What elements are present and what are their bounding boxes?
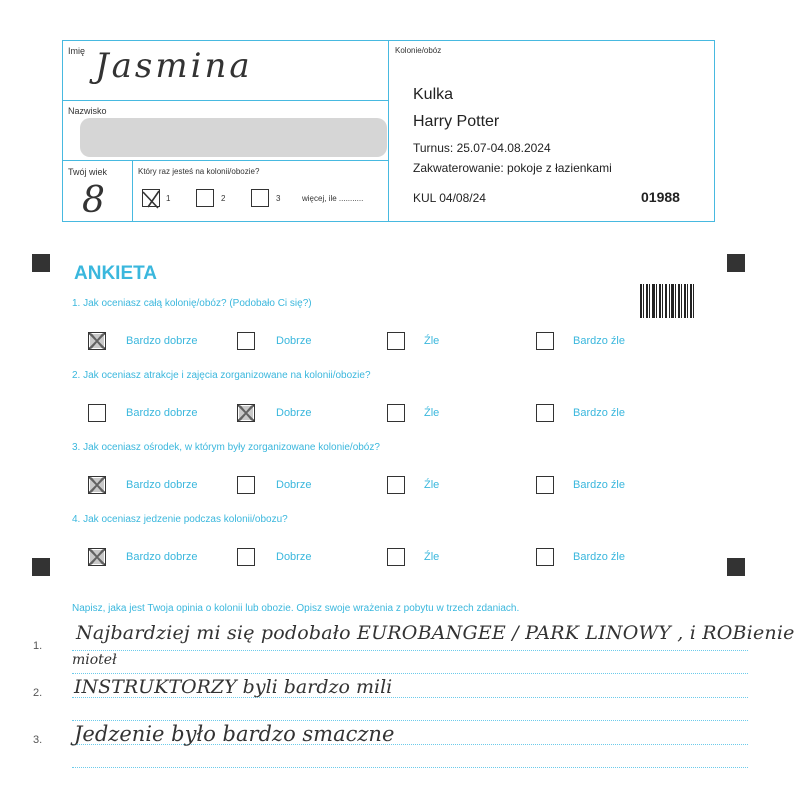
writing-line-3b (72, 767, 748, 768)
question-3-option-4-label: Bardzo źle (573, 479, 625, 491)
checkmark-icon (86, 330, 108, 352)
kolonie-label: Kolonie/obóz (395, 46, 442, 55)
row-divider-1 (62, 100, 389, 101)
ktory-raz-option-1: 1 (166, 194, 171, 203)
opinion-line-3: Jedzenie było bardzo smaczne (74, 722, 395, 746)
registration-marker-tr (727, 254, 745, 272)
question-1-text: 1. Jak oceniasz całą kolonię/obóz? (Podobało Ci się?) (72, 298, 312, 309)
wiek-label: Twój wiek (68, 167, 108, 177)
question-4-text: 4. Jak oceniasz jedzenie podczas kolonii/obozu? (72, 514, 288, 525)
question-3-option-1-label: Bardzo dobrze (126, 479, 198, 491)
checkmark-icon (235, 402, 257, 424)
question-1-checkbox-3[interactable] (387, 332, 405, 350)
question-1-checkbox-4[interactable] (536, 332, 554, 350)
question-2-option-3-label: Źle (424, 407, 440, 419)
barcode-icon (640, 284, 694, 318)
opinion-line-1: Najbardziej mi się podobało EUROBANGEE / PARK LINOWY , i ROBienie (76, 622, 795, 644)
checkmark-icon (140, 186, 164, 210)
opinion-line-2: INSTRUKTORZY byli bardzo mili (74, 676, 393, 698)
writing-line-1a (72, 650, 748, 651)
writing-line-2b (72, 720, 748, 721)
question-4-option-1-label: Bardzo dobrze (126, 551, 198, 563)
nazwisko-redacted (80, 118, 387, 157)
kolonie-theme: Harry Potter (413, 113, 500, 130)
nazwisko-label: Nazwisko (68, 106, 107, 116)
question-1-option-2-label: Dobrze (276, 335, 312, 347)
imie-value: Jasmina (95, 46, 253, 86)
question-3-option-3-label: Źle (424, 479, 440, 491)
question-3-checkbox-4[interactable] (536, 476, 554, 494)
survey-title: ANKIETA (74, 263, 158, 284)
writing-line-1b (72, 673, 748, 674)
question-4-option-3-label: Źle (424, 551, 440, 563)
question-4-checkbox-3[interactable] (387, 548, 405, 566)
line-number-3: 3. (33, 734, 43, 746)
ktory-raz-label: Który raz jesteś na kolonii/obozie? (138, 167, 260, 176)
turnus: Turnus: 25.07-04.08.2024 (413, 141, 551, 155)
question-3-checkbox-2[interactable] (237, 476, 255, 494)
opinion-prompt: Napisz, jaka jest Twoja opinia o kolonii lub obozie. Opisz swoje wrażenia z pobytu w trzech zdaniach. (72, 603, 520, 614)
question-1-option-3-label: Źle (424, 335, 440, 347)
question-3-option-2-label: Dobrze (276, 479, 312, 491)
line-number-1: 1. (33, 640, 43, 652)
question-2-text: 2. Jak oceniasz atrakcje i zajęcia zorganizowane na kolonii/obozie? (72, 370, 371, 381)
imie-label: Imię (68, 46, 86, 56)
question-4-option-4-label: Bardzo źle (573, 551, 625, 563)
question-2-option-1-label: Bardzo dobrze (126, 407, 198, 419)
zakwaterowanie: Zakwaterowanie: pokoje z łazienkami (413, 161, 612, 175)
camp-code: KUL 04/08/24 (413, 191, 486, 205)
registration-marker-tl (32, 254, 50, 272)
question-4-checkbox-2[interactable] (237, 548, 255, 566)
question-1-option-4-label: Bardzo źle (573, 335, 625, 347)
age-divider (132, 160, 133, 221)
ktory-raz-checkbox-2[interactable] (196, 189, 214, 207)
question-4-checkbox-4[interactable] (536, 548, 554, 566)
row-divider-2 (62, 160, 389, 161)
checkmark-icon (86, 474, 108, 496)
form-number: 01988 (641, 189, 680, 205)
header-divider (388, 40, 389, 221)
question-2-option-4-label: Bardzo źle (573, 407, 625, 419)
question-2-checkbox-1[interactable] (88, 404, 106, 422)
registration-marker-br (727, 558, 745, 576)
kolonie-name: Kulka (413, 86, 454, 103)
question-3-checkbox-3[interactable] (387, 476, 405, 494)
ktory-raz-more: więcej, ile ........... (302, 194, 364, 203)
opinion-line-1-cont: mioteł (72, 652, 117, 668)
question-2-option-2-label: Dobrze (276, 407, 312, 419)
question-4-option-2-label: Dobrze (276, 551, 312, 563)
wiek-value: 8 (82, 180, 105, 221)
question-2-checkbox-4[interactable] (536, 404, 554, 422)
ktory-raz-option-3: 3 (276, 194, 281, 203)
line-number-2: 2. (33, 687, 43, 699)
question-3-text: 3. Jak oceniasz ośrodek, w którym były zorganizowane kolonie/obóz? (72, 442, 380, 453)
question-2-checkbox-3[interactable] (387, 404, 405, 422)
ktory-raz-option-2: 2 (221, 194, 226, 203)
checkmark-icon (86, 546, 108, 568)
registration-marker-bl (32, 558, 50, 576)
ktory-raz-checkbox-3[interactable] (251, 189, 269, 207)
question-1-option-1-label: Bardzo dobrze (126, 335, 198, 347)
question-1-checkbox-2[interactable] (237, 332, 255, 350)
